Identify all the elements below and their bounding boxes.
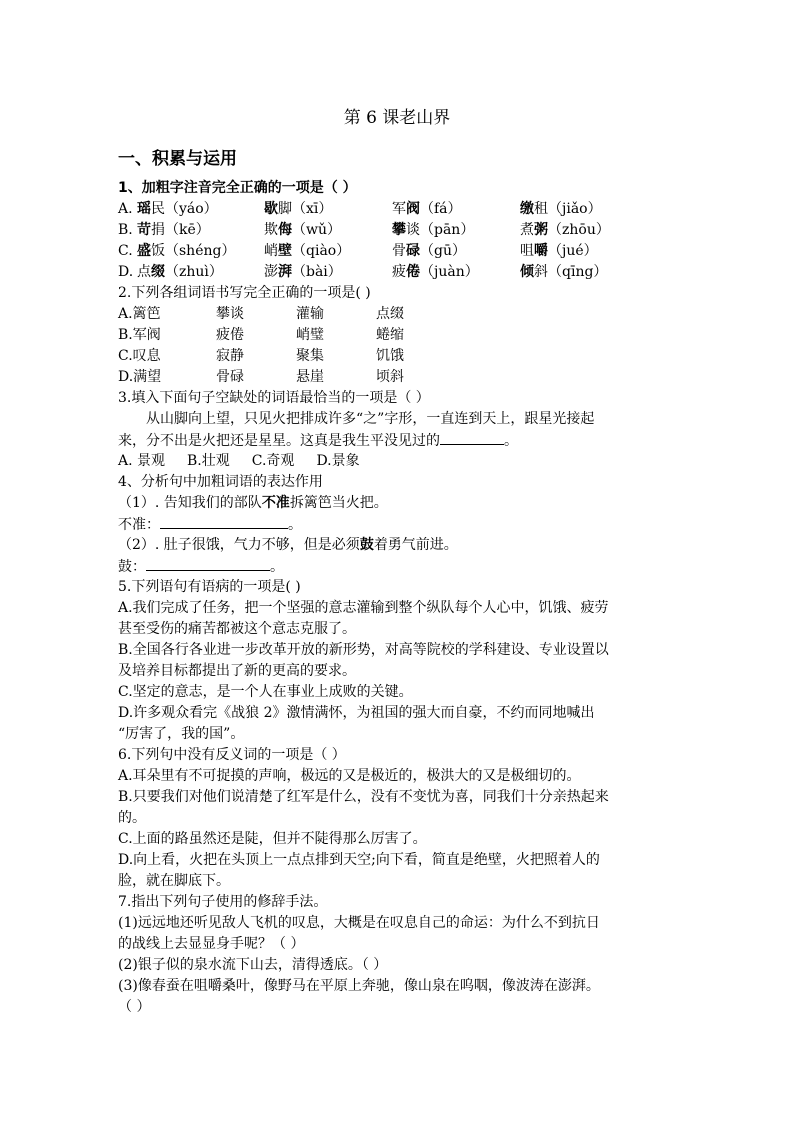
q1-bold-char: 倾 <box>520 264 534 280</box>
q2-word: 蜷缩 <box>376 327 404 343</box>
q2-stem: 2.下列各组词语书写完全正确的一项是( ) <box>118 285 371 301</box>
q1-option-label: D. <box>118 264 134 280</box>
q2-word: 顷斜 <box>376 369 404 385</box>
q1-pinyin: （fá） <box>420 201 462 217</box>
q1-bold-char: 侮 <box>278 222 292 238</box>
q6-line: B.只要我们对他们说清楚了红军是什么，没有不变忧为喜，同我们十分亲热起来 <box>118 789 609 805</box>
q2-word: 灌输 <box>296 306 324 322</box>
q4-a2-blank[interactable] <box>146 556 270 571</box>
q1-bold-char: 歇 <box>264 201 278 217</box>
q1-word-text: 民（yáo） <box>151 201 218 217</box>
q5-line: 及培养目标都提出了新的更高的要求。 <box>118 663 356 679</box>
q4-s1-text: （1）. 告知我们的部队 <box>118 495 262 511</box>
q1-stem: 1、加粗字注音完全正确的一项是（ ） <box>118 180 357 196</box>
q1-pinyin: （zhuì） <box>165 264 223 280</box>
q1-option-word <box>520 199 602 220</box>
q5-line: A.我们完成了任务，把一个坚强的意志灌输到整个纵队每个人心中，饥饿、疲劳 <box>118 600 609 616</box>
q3-sentence-line2 <box>118 430 518 452</box>
q1-bold-char: 攀 <box>392 222 406 238</box>
q1-bold-char: 苛 <box>137 222 151 238</box>
q2-word: D.满望 <box>118 369 162 385</box>
q4-a1-label: 不准： <box>118 517 160 533</box>
q7-stem: 7.指出下列句子使用的修辞手法。 <box>118 894 328 910</box>
q1-option-word <box>137 241 235 262</box>
q1-word-text: 捐（kē） <box>151 222 210 238</box>
q1-option-label: B. <box>118 222 133 238</box>
q4-stem: 4、分析句中加粗词语的表达作用 <box>118 474 323 490</box>
q7-line: （ ） <box>118 999 151 1015</box>
q1-option-word <box>137 262 223 283</box>
q1-option-word <box>137 220 210 241</box>
page-title: 第 6 课老山界 <box>343 108 451 128</box>
q1-option-word <box>392 241 466 262</box>
q1-bold-char: 碌 <box>406 243 420 259</box>
q3-option-c: C.奇观 <box>251 453 295 469</box>
q1-word-text: 咀 <box>520 243 534 259</box>
q2-word: 聚集 <box>296 348 324 364</box>
q5-line: B.全国各行各业进一步改革开放的新形势，对高等院校的学科建设、专业设置以 <box>118 642 609 658</box>
q1-pinyin: （gū） <box>420 243 466 259</box>
q5-line: 甚至受伤的痛苦都被这个意志克服了。 <box>118 621 356 637</box>
q2-word: B.军阀 <box>118 327 161 343</box>
q2-word: 攀谈 <box>216 306 244 322</box>
q2-word: 骨碌 <box>216 369 244 385</box>
q1-word-text: 租（jiǎo） <box>534 201 602 217</box>
q5-line: “厉害了，我的国”。 <box>118 726 245 742</box>
q4-s2-text: （2）. 肚子很饿，气力不够，但是必须 <box>118 537 360 553</box>
q1-bold-char: 缀 <box>151 264 165 280</box>
q1-option-word <box>264 220 341 241</box>
q3-option-a: A. 景观 <box>118 453 166 469</box>
q1-word-text: 骨 <box>392 243 406 259</box>
q6-line: D.向上看，火把在头顶上一点点排到天空;向下看，简直是绝壁，火把照着人的 <box>118 852 600 868</box>
q1-option-word <box>264 241 350 262</box>
q1-bold-char: 缴 <box>520 201 534 217</box>
q1-option-word <box>392 220 474 241</box>
q3-sentence-line1: 从山脚向上望，只见火把排成许多“之”字形，一直连到天上，跟星光接起 <box>146 411 595 427</box>
q3-sentence-text: 来，分不出是火把还是星星。这真是我生平没见过的 <box>118 433 440 449</box>
q1-pinyin: （jué） <box>548 243 598 259</box>
q1-bold-char: 粥 <box>534 222 548 238</box>
q1-word-text: 军 <box>392 201 406 217</box>
q1-pinyin: （zhōu） <box>548 222 610 238</box>
q1-pinyin: （juàn） <box>420 264 479 280</box>
q1-bold-char: 盛 <box>137 243 151 259</box>
q1-word-text: 斜（qīng） <box>534 264 608 280</box>
q2-word: 点缀 <box>376 306 404 322</box>
q6-stem: 6.下列句中没有反义词的一项是（ ） <box>118 747 346 763</box>
q1-option-word <box>392 199 462 220</box>
q6-line: A.耳朵里有不可捉摸的声响，极远的又是极近的，极洪大的又是极细切的。 <box>118 768 581 784</box>
q2-word: 寂静 <box>216 348 244 364</box>
q1-option-word <box>264 199 332 220</box>
q1-word-text: 点 <box>137 264 151 280</box>
q4-sentence-2 <box>118 535 458 556</box>
q4-s2-bold: 鼓 <box>359 537 374 553</box>
q1-pinyin: （qiào） <box>292 243 351 259</box>
q3-sentence-end: 。 <box>504 433 518 449</box>
q1-word-text: 脚（xī） <box>278 201 333 217</box>
q1-bold-char: 湃 <box>278 264 292 280</box>
q1-word-text: 饭（shéng） <box>151 243 236 259</box>
q3-option-d: D.景象 <box>316 453 360 469</box>
q2-word: A.篱笆 <box>118 306 161 322</box>
q2-word: 峭璧 <box>296 327 324 343</box>
q2-word: C.叹息 <box>118 348 161 364</box>
q4-a1-blank[interactable] <box>160 514 288 529</box>
q3-answer-blank[interactable] <box>440 430 504 445</box>
q1-word-text: 峭 <box>264 243 278 259</box>
q2-word: 饥饿 <box>376 348 404 364</box>
q4-answer-1 <box>118 514 302 536</box>
q1-option-word <box>520 241 598 262</box>
q1-option-word <box>137 199 218 220</box>
q2-word: 疲倦 <box>216 327 244 343</box>
q1-word-text: 澎 <box>264 264 278 280</box>
q1-option-label: C. <box>118 243 133 259</box>
q1-option-word <box>520 220 610 241</box>
q6-line: 的。 <box>118 810 146 826</box>
section-heading: 一、积累与运用 <box>118 149 237 169</box>
q7-line: (2)银子似的泉水流下山去，清得透底。（ ） <box>118 957 388 973</box>
q2-word: 悬崖 <box>296 369 324 385</box>
q5-line: C.坚定的意志，是一个人在事业上成败的关键。 <box>118 684 413 700</box>
q4-a2-label: 鼓： <box>118 559 146 575</box>
q7-line: 的战线上去显显身手呢？（ ） <box>118 936 305 952</box>
q4-sentence-1 <box>118 493 388 514</box>
q4-s1-bold: 不准 <box>261 495 290 511</box>
q1-word-text: 疲 <box>392 264 406 280</box>
q7-line: (3)像春蚕在咀嚼桑叶，像野马在平原上奔驰，像山泉在呜咽，像波涛在澎湃。 <box>118 978 600 994</box>
q4-s2-rest: 着勇气前进。 <box>373 537 458 553</box>
q4-a2-end: 。 <box>270 559 284 575</box>
q1-pinyin: （bài） <box>292 264 342 280</box>
q1-bold-char: 阀 <box>406 201 420 217</box>
q1-bold-char: 壁 <box>278 243 292 259</box>
q3-options <box>118 451 360 472</box>
q1-word-text: 煮 <box>520 222 534 238</box>
q6-line: C.上面的路虽然还是陡，但并不陡得那么厉害了。 <box>118 831 427 847</box>
q5-stem: 5.下列语句有语病的一项是( ) <box>118 579 301 595</box>
q1-word-text: 欺 <box>264 222 278 238</box>
q1-option-word <box>520 262 607 283</box>
q4-a1-end: 。 <box>288 517 302 533</box>
q7-line: (1)远远地还听见敌人飞机的叹息，大概是在叹息自己的命运：为什么不到抗日 <box>118 915 600 931</box>
q4-answer-2 <box>118 556 284 578</box>
q5-line: D.许多观众看完《战狼 2》激情满怀，为祖国的强大而自豪，不约而同地喊出 <box>118 705 595 721</box>
q6-line: 脸，就在脚底下。 <box>118 873 230 889</box>
q1-bold-char: 嚼 <box>534 243 548 259</box>
q1-pinyin: （wǔ） <box>292 222 341 238</box>
q4-s1-rest: 拆篱笆当火把。 <box>289 495 388 511</box>
q1-option-word <box>392 262 479 283</box>
q3-option-b: B.壮观 <box>187 453 230 469</box>
q3-stem: 3.填入下面句子空缺处的词语最恰当的一项是（ ） <box>118 390 430 406</box>
q1-bold-char: 倦 <box>406 264 420 280</box>
q1-word-text: 谈（pān） <box>406 222 475 238</box>
q1-bold-char: 瑶 <box>137 201 151 217</box>
q1-option-word <box>264 262 342 283</box>
q1-option-label: A. <box>118 201 133 217</box>
